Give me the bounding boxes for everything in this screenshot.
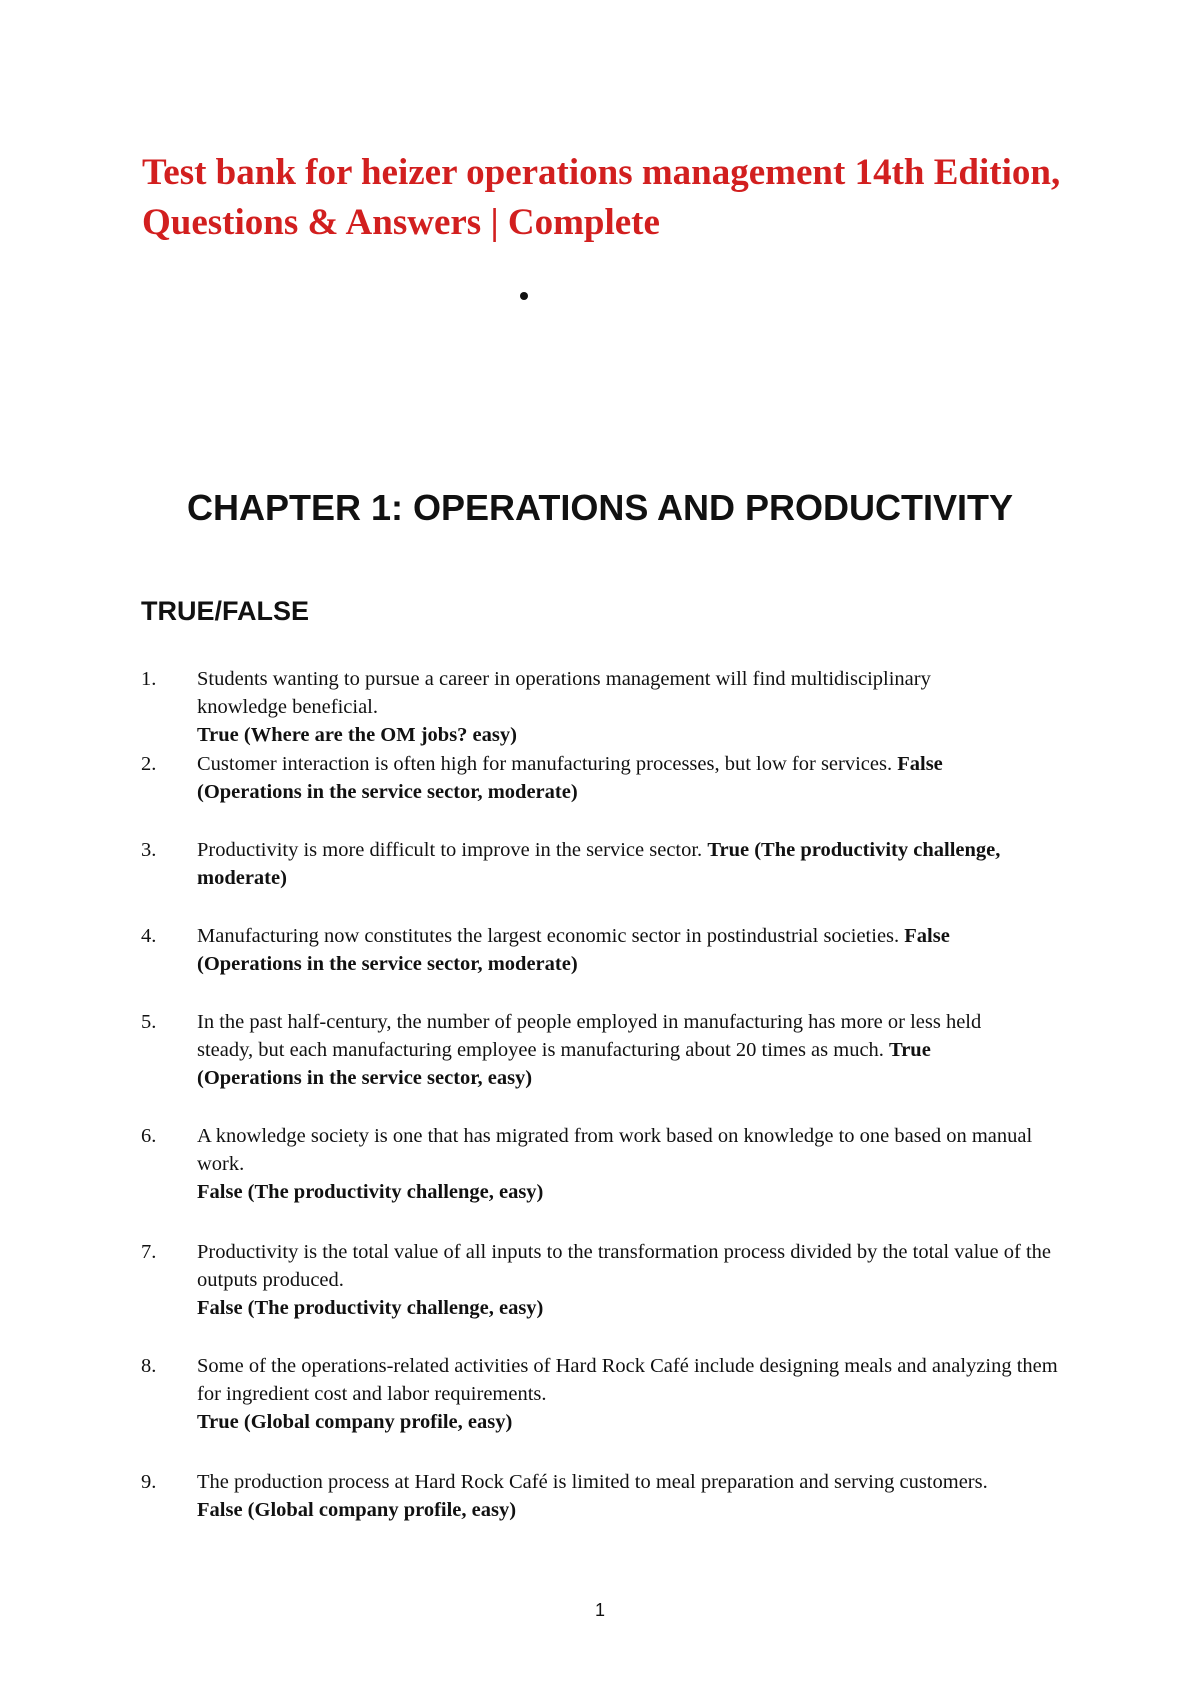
question-text: In the past half-century, the number of people employed in manufacturing has more or less held steady, but each manufacturing employee is manufacturing about 20 times as much. [197,1011,982,1061]
question-item [141,836,1071,892]
question-answer: False (Operations in the service sector, moderate) [197,925,950,975]
question-answer: False (Global company profile, easy) [197,1499,517,1521]
question-text: A knowledge society is one that has migrated from work based on knowledge to one based on manual work. [197,1125,1033,1175]
question-answer: False (The productivity challenge, easy) [197,1181,544,1203]
section-heading: TRUE/FALSE [141,596,310,626]
chapter-title: CHAPTER 1: OPERATIONS AND PRODUCTIVITY [186,487,1014,528]
bullet-dot-icon [520,292,528,300]
document-title [142,148,1082,248]
question-number: 7. [141,1241,157,1263]
question-number: 3. [141,839,157,861]
question-item [141,1008,1071,1092]
question-item [141,1468,1071,1524]
question-answer: False (The productivity challenge, easy) [197,1297,544,1319]
question-answer: False (Operations in the service sector, moderate) [197,753,943,803]
question-answer: True (Where are the OM jobs? easy) [197,724,517,746]
question-text: Manufacturing now constitutes the largest economic sector in postindustrial societies. [197,925,900,947]
question-item [141,922,1071,978]
question-item [141,1352,1071,1436]
question-item [141,1238,1071,1322]
document-title-line-1: Test bank for heizer operations management 14th Edition, [142,152,1061,193]
question-item [141,665,1071,749]
question-item [141,1122,1071,1206]
question-text: Productivity is the total value of all inputs to the transformation process divided by the total value of the outputs produced. [197,1241,1051,1291]
question-number: 2. [141,753,157,775]
question-number: 5. [141,1011,157,1033]
question-number: 8. [141,1355,157,1377]
question-item [141,750,1071,806]
question-text: Students wanting to pursue a career in operations management will find multidisciplinary knowledge beneficial. [197,668,931,718]
question-text: The production process at Hard Rock Café is limited to meal preparation and serving customers. [197,1471,988,1493]
question-answer: True (The productivity challenge, moderate) [197,839,1001,889]
question-answer: True (Global company profile, easy) [197,1411,513,1433]
question-number: 1. [141,668,157,690]
question-number: 4. [141,925,157,947]
question-text: Customer interaction is often high for manufacturing processes, but low for services. [197,753,893,775]
document-title-line-2: Questions & Answers | Complete [142,202,660,243]
question-text: Some of the operations-related activities of Hard Rock Café include designing meals and analyzing them for ingredient cost and labor requirements. [197,1355,1058,1405]
question-text: Productivity is more difficult to improve in the service sector. [197,839,703,861]
question-number: 9. [141,1471,157,1493]
page-number: 1 [594,1600,605,1620]
question-answer: True (Operations in the service sector, easy) [197,1039,931,1089]
question-number: 6. [141,1125,157,1147]
